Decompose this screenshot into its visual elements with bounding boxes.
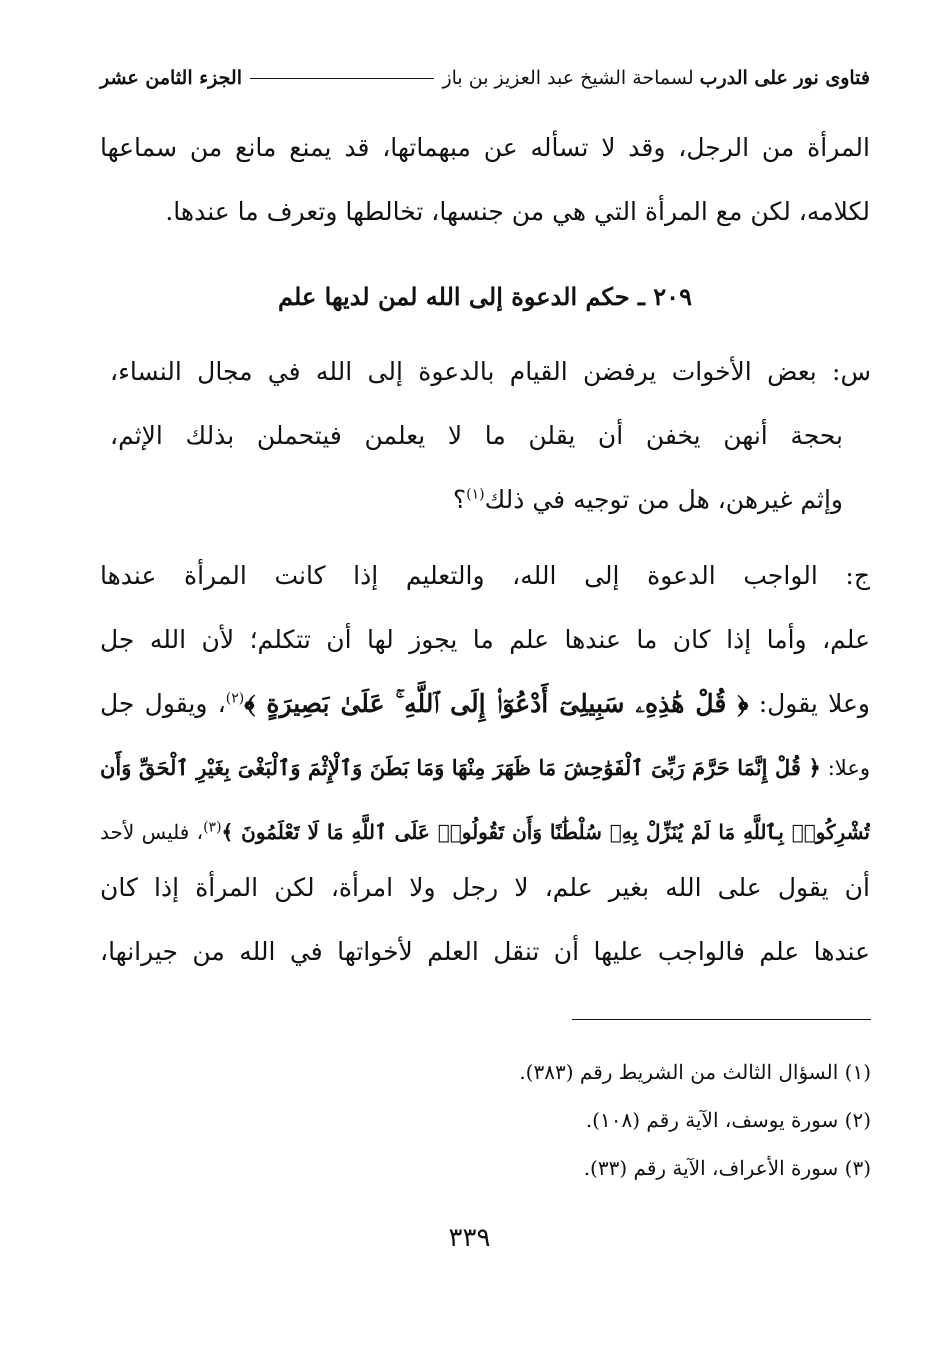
answer-line xyxy=(100,740,870,796)
answer-line: عندها علم فالواجب عليها أن تنقل العلم لأخواتها في الله من جيرانها، xyxy=(100,937,870,966)
volume-label: الجزء الثامن عشر xyxy=(100,67,242,89)
answer-text: وعلا يقول: xyxy=(748,689,870,718)
footnote-ref: (٢) xyxy=(225,690,245,707)
author-name: لسماحة الشيخ عبد العزيز بن باز xyxy=(442,67,694,89)
footnote: (٢) سورة يوسف، الآية رقم (١٠٨). xyxy=(585,1108,871,1132)
page-number: ٣٣٩ xyxy=(448,1223,491,1253)
question-mark: ؟ xyxy=(452,485,467,514)
question-line xyxy=(110,472,843,528)
answer-line: ج: الواجب الدعوة إلى الله، والتعليم إذا كانت المرأة عندها xyxy=(100,561,870,590)
question-line: بحجة أنهن يخفن أن يقلن ما لا يعلمن فيتحملن بذلك الإثم، xyxy=(110,421,843,450)
book-title: فتاوى نور على الدرب xyxy=(699,67,870,89)
paragraph-line: المرأة من الرجل، وقد لا تسأله عن مبهماتها، قد يمنع مانع من سماعها xyxy=(100,133,870,162)
footnote-ref: (١) xyxy=(466,486,485,503)
footnote-separator xyxy=(572,1019,871,1020)
footnote: (٣) سورة الأعراف، الآية رقم (٣٣). xyxy=(583,1156,871,1180)
quran-verse: تُشْرِكُوا۟ بِٱللَّهِ مَا لَمْ يُنَزِّلْ بِهِۦ سُلْطَٰنًا وَأَن تَقُولُوا۟ عَلَى ٱللَّهِ مَا لَا تَعْلَمُونَ ﴾ xyxy=(221,820,870,844)
answer-text: وعلا: xyxy=(820,756,870,780)
answer-line xyxy=(100,676,870,732)
header-rule xyxy=(250,78,434,79)
answer-line: علم، وأما إذا كان ما عندها علم ما يجوز لها أن تتكلم؛ لأن الله جل xyxy=(100,625,870,654)
quran-verse: ﴿ قُلْ إِنَّمَا حَرَّمَ رَبِّىَ ٱلْفَوَٰحِشَ مَا ظَهَرَ مِنْهَا وَمَا بَطَنَ وَٱلْإِثْمَ وَٱلْبَغْىَ بِغَيْرِ ٱلْحَقِّ وَأَن xyxy=(100,755,821,780)
quran-verse: ﴿ قُلْ هَٰذِهِۦ سَبِيلِىٓ أَدْعُوٓا۟ إِلَى ٱللَّهِ ۚ عَلَىٰ بَصِيرَةٍ ﴾ xyxy=(244,689,749,718)
answer-text: ، فليس لأحد xyxy=(100,820,204,844)
answer-line xyxy=(100,804,870,860)
running-header xyxy=(100,60,870,96)
section-heading: ٢٠٩ ـ حكم الدعوة إلى الله لمن لديها علم xyxy=(278,282,692,311)
footnote: (١) السؤال الثالث من الشريط رقم (٣٨٣). xyxy=(519,1060,871,1084)
question-text: وإثم غيرهن، هل من توجيه في ذلك xyxy=(484,485,843,514)
answer-text: ، ويقول جل xyxy=(100,689,226,718)
question-line: س: بعض الأخوات يرفضن القيام بالدعوة إلى الله في مجال النساء، xyxy=(110,357,871,386)
footnote-ref: (٣) xyxy=(203,819,222,836)
answer-line: أن يقول على الله بغير علم، لا رجل ولا امرأة، لكن المرأة إذا كان xyxy=(100,873,870,902)
paragraph-line: لكلامه، لكن مع المرأة التي هي من جنسها، تخالطها وتعرف ما عندها. xyxy=(165,197,870,226)
